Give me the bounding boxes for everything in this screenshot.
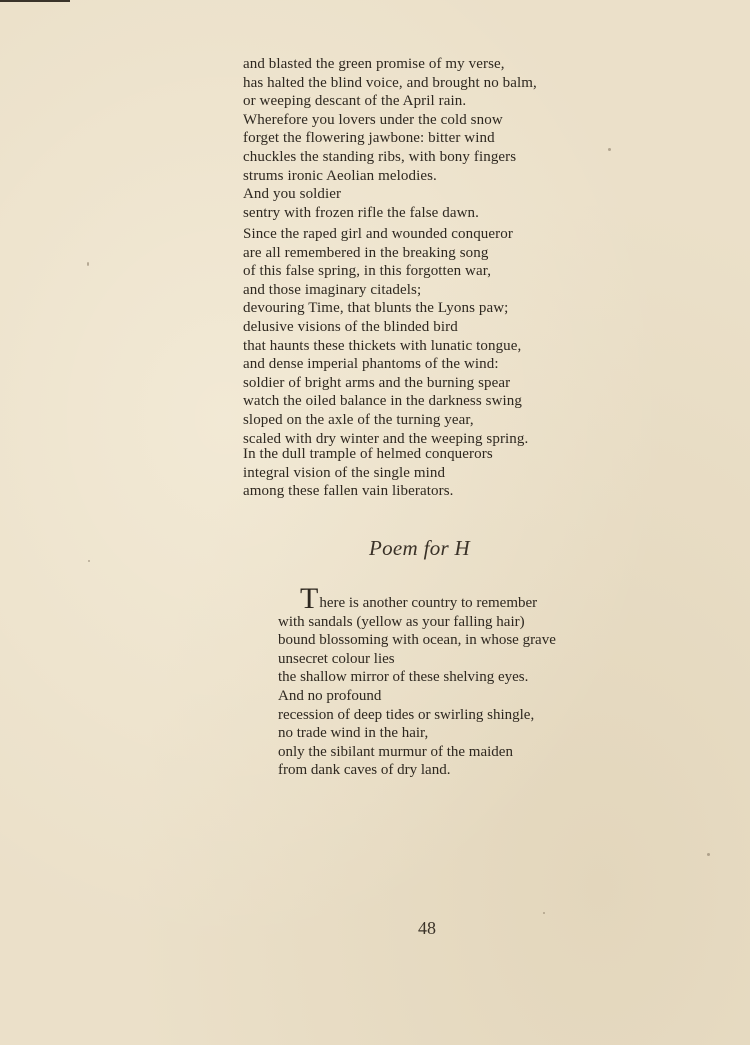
page-number: 48 — [418, 918, 436, 938]
verse-line: of this false spring, in this forgotten war, — [243, 263, 492, 280]
verse-line: sloped on the axle of the turning year, — [243, 411, 474, 428]
stanza-2 — [243, 225, 528, 448]
poem-first-line — [278, 582, 556, 615]
verse-line: Wherefore you lovers under the cold snow — [243, 111, 503, 128]
paper-speck — [707, 853, 710, 856]
verse-line: scaled with dry winter and the weeping spring. — [243, 430, 529, 447]
poem-title: Poem for H — [369, 536, 470, 560]
verse-line: Since the raped girl and wounded conqueror — [243, 226, 513, 242]
verse-line: that haunts these thickets with lunatic tongue, — [243, 337, 522, 354]
verse-line: chuckles the standing ribs, with bony fingers — [243, 148, 517, 165]
verse-line: or weeping descant of the April rain. — [243, 93, 467, 110]
poem-for-h — [278, 582, 556, 780]
verse-line: and those imaginary citadels; — [243, 281, 422, 298]
stanza-1 — [243, 55, 537, 222]
verse-line: devouring Time, that blunts the Lyons paw; — [243, 300, 509, 317]
verse-line: the shallow mirror of these shelving eyes. — [278, 669, 529, 686]
paper-speck — [87, 262, 89, 266]
drop-cap: T — [300, 582, 319, 615]
verse-line: and dense imperial phantoms of the wind: — [243, 356, 499, 373]
verse-line: only the sibilant murmur of the maiden — [278, 743, 513, 760]
verse-line: watch the oiled balance in the darkness swing — [243, 393, 522, 410]
verse-line: from dank caves of dry land. — [278, 762, 451, 779]
verse-line: and blasted the green promise of my verse, — [243, 56, 505, 72]
verse-line: are all remembered in the breaking song — [243, 244, 489, 261]
verse-line: recession of deep tides or swirling shingle, — [278, 706, 535, 723]
verse-line: has halted the blind voice, and brought no balm, — [243, 74, 537, 91]
verse-line: no trade wind in the hair, — [278, 725, 429, 742]
top-edge-rule — [0, 0, 70, 2]
paper-speck — [543, 912, 545, 914]
verse-line: unsecret colour lies — [278, 650, 395, 667]
verse-line: In the dull trample of helmed conquerors — [243, 446, 493, 462]
verse-line: among these fallen vain liberators. — [243, 483, 454, 500]
verse-line: bound blossoming with ocean, in whose grave — [278, 632, 556, 649]
paper-speck — [88, 560, 90, 562]
verse-line: integral vision of the single mind — [243, 464, 446, 481]
verse-line: forget the flowering jawbone: bitter wind — [243, 130, 495, 147]
verse-line: And no profound — [278, 687, 382, 704]
stanza-3 — [243, 445, 493, 501]
verse-line: sentry with frozen rifle the false dawn. — [243, 204, 479, 221]
verse-line: strums ironic Aeolian melodies. — [243, 167, 437, 184]
verse-line: delusive visions of the blinded bird — [243, 318, 458, 335]
verse-line: with sandals (yellow as your falling hair) — [278, 613, 525, 630]
verse-line: soldier of bright arms and the burning spear — [243, 374, 511, 391]
verse-line: And you soldier — [243, 186, 342, 203]
paper-speck — [608, 148, 611, 151]
first-line-text: here is another country to remember — [319, 595, 538, 611]
